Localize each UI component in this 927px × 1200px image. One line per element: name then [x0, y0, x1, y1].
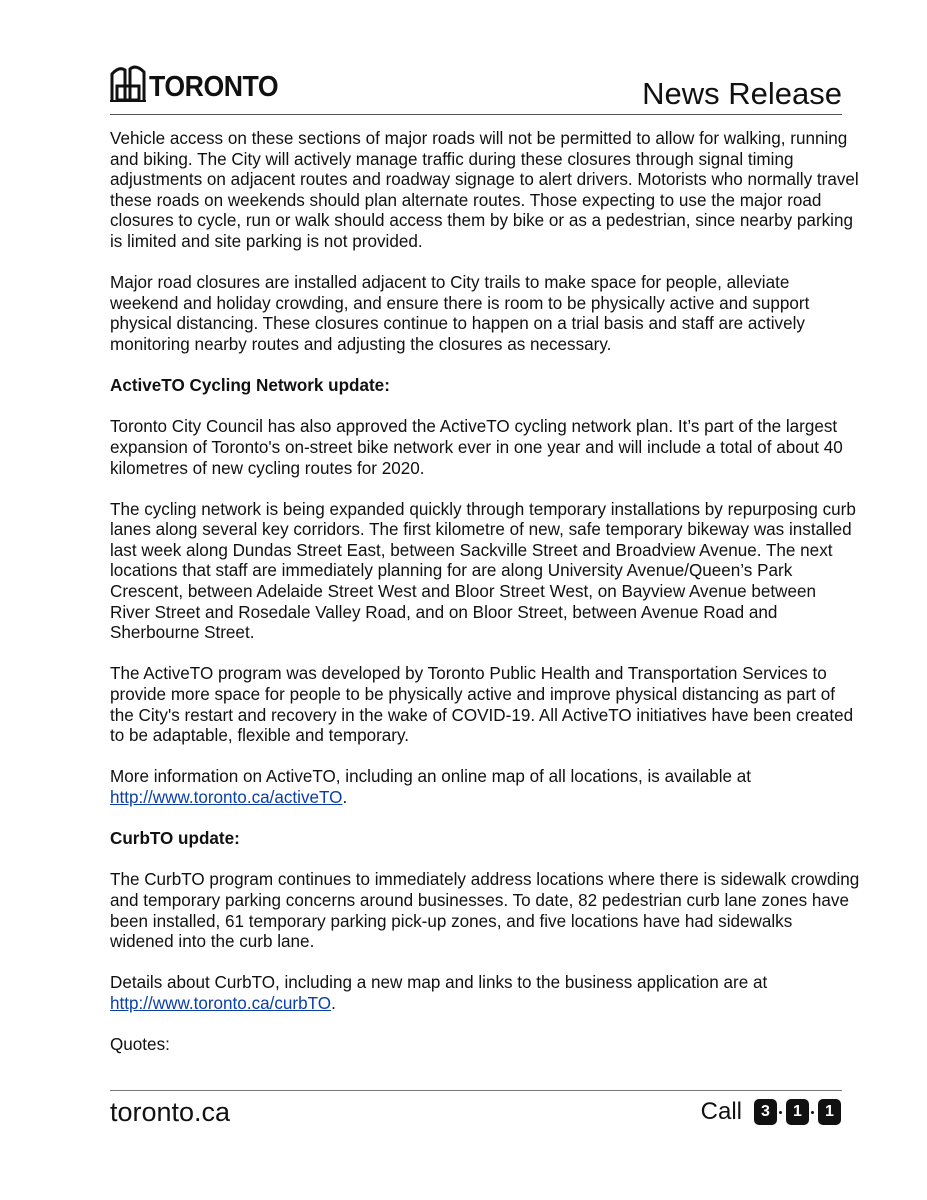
- heading-curbto: CurbTO update:: [110, 829, 240, 849]
- header-divider: [110, 114, 842, 115]
- paragraph-more-info: [110, 767, 860, 808]
- curbto-link[interactable]: http://www.toronto.ca/curbTO: [110, 993, 332, 1013]
- page-title: News Release: [642, 76, 842, 111]
- paragraph-network-expansion: The cycling network is being expanded quickly through temporary installations by repurposing curb lanes along several key corridors. The first kilometre of new, safe temporary bikeway was installed last week along Dundas Street East, between Sackville Street and Broadview Avenue. The next locations that staff are immediately planning for are along University Avenue/Queen’s Park Crescent, between Adelaide Street West and Bloor Street West, on Bayview Avenue between River Street and Rosedale Valley Road, and on Bloor Street, between Avenue Road and Sherbourne Street.: [110, 499, 856, 643]
- logo-wordmark: TORONTO: [149, 71, 279, 103]
- paragraph-curbto-program: The CurbTO program continues to immediately address locations where there is sidewalk crowding and temporary parking concerns around businesses. To date, 82 pedestrian curb lane zones have been installed, 61 temporary parking pick-up zones, and five locations have had sidewalks widened into the curb lane.: [110, 870, 860, 952]
- toronto-logo: [110, 64, 289, 102]
- footer-website: toronto.ca: [110, 1097, 231, 1127]
- more-info-period: .: [342, 788, 348, 807]
- paragraph-road-access: Vehicle access on these sections of major roads will not be permitted to allow for walking, running and biking. The City will actively manage traffic during these closures through signal timing adjustments on adjacent routes and roadway signage to alert drivers. Motorists who normally travel these roads on weekends should plan alternate routes. Those expecting to use the major road closures to cycle, run or walk should access them by bike or as a pedestrian, since nearby parking is limited and site parking is not provided.: [110, 129, 859, 251]
- phone-key-3: 3: [754, 1099, 777, 1125]
- phone-key-1: 1: [786, 1099, 809, 1125]
- paragraph-curbto-details: [110, 973, 860, 1014]
- city-hall-icon: [110, 64, 146, 102]
- paragraph-program-overview: The ActiveTO program was developed by Toronto Public Health and Transportation Services to provide more space for people to be physically active and improve physical distancing as part of the City's restart and recovery in the wake of COVID-19. All ActiveTO initiatives have been created to be adaptable, flexible and temporary.: [110, 664, 854, 746]
- paragraph-road-closures: Major road closures are installed adjacent to City trails to make space for people, alleviate weekend and holiday crowding, and ensure there is room to be physically active and support physical distancing. These closures continue to happen on a trial basis and staff are actively monitoring nearby routes and adjusting the closures as necessary.: [110, 273, 810, 354]
- more-info-text: More information on ActiveTO, including an online map of all locations, is available at: [110, 767, 752, 787]
- call-label: Call: [700, 1098, 742, 1125]
- call-311: [701, 1097, 841, 1127]
- phone-key-1-second: 1: [818, 1099, 841, 1125]
- key-separator-dot: [779, 1111, 782, 1114]
- release-body: [110, 129, 860, 1076]
- activeto-link[interactable]: http://www.toronto.ca/activeTO: [110, 788, 343, 807]
- curbto-details-text: Details about CurbTO, including a new map and links to the business application are at: [110, 973, 768, 993]
- quotes-label: Quotes:: [110, 1035, 170, 1055]
- key-separator-dot: [811, 1111, 814, 1114]
- heading-cycling-network: ActiveTO Cycling Network update:: [110, 376, 390, 396]
- footer-divider: [110, 1090, 842, 1091]
- paragraph-council-approval: Toronto City Council has also approved the ActiveTO cycling network plan. It’s part of the largest expansion of Toronto's on-street bike network ever in one year and will include a total of about 40 kilometres of new cycling routes for 2020.: [110, 417, 843, 478]
- curbto-details-period: .: [331, 993, 336, 1013]
